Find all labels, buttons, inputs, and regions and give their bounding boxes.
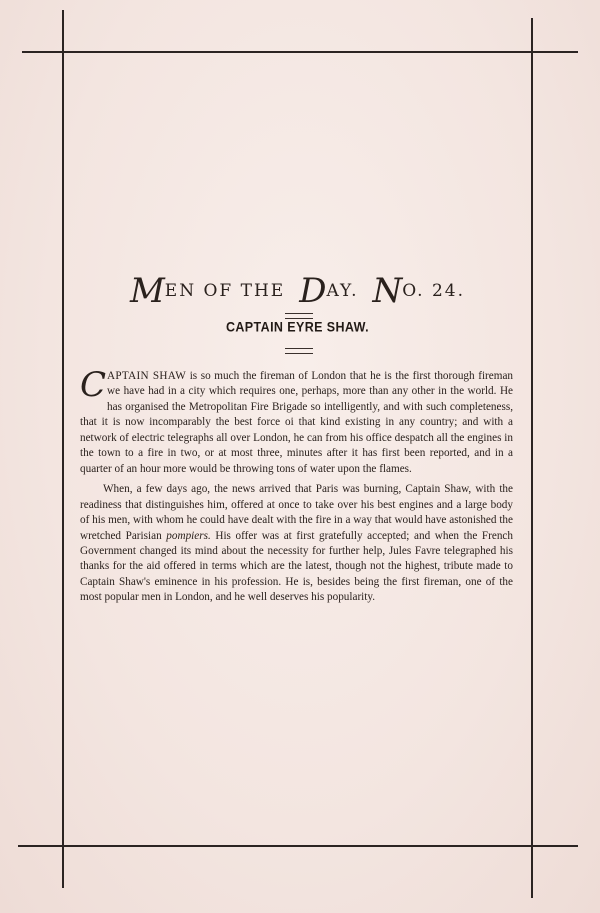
heading-initial-m: M — [129, 271, 165, 311]
article-body — [80, 365, 514, 611]
page-heading — [62, 268, 533, 311]
paragraph-2-text-after: His offer was at first gratefully accepted; and when the French Government changed its mind about the necessity for further help, Jules Favre telegraphed his thanks for the aid offered in terms which are the latest, though not the highest, tribute made to Captain Shaw's eminence in his profession. He is, besides being the first fireman, one of the most popular men in London, and he well deserves his popularity. — [80, 529, 513, 604]
heading-text-no: O. 24. — [402, 281, 466, 301]
article-title: CAPTAIN EYRE SHAW. — [225, 319, 370, 335]
heading-text-men-of-the: EN OF THE — [164, 281, 286, 301]
lead-in-caps: APTAIN SHAW — [107, 370, 187, 382]
paragraph-1-text: is so much the fireman of London that he is the first thorough fireman we have had in a city which requires one, perhaps, more than any other in the world. He has organised the Metropolitan Fire Brigade so intelligently, and with such completeness, that it is now incomparably the best force oi that kind existing in any country; and with a network of electric telegraphs all over London, he can from his office despatch all the engines in the town to a fire in two, or at most three, minutes after it has first been reported, and in a quarter of an hour more would be throwing tons of water upon the flames. — [80, 370, 514, 475]
paragraph-2-italic-word: pompiers. — [166, 529, 211, 542]
frame-rule-right — [531, 18, 533, 898]
frame-rule-top — [22, 51, 578, 53]
paragraph-2-text-before: When, a few days ago, the news arrived that Paris was burning, Captain Shaw, with the readiness that distinguishes him, offered at once to take over his best engines and a large body of his men, with whom he could have dealt with the fire in a way that would have astonished the wretched Parisian — [80, 483, 513, 542]
heading-initial-n: N — [372, 271, 403, 311]
heading-initial-d: D — [299, 271, 327, 311]
drop-cap: C — [80, 365, 107, 405]
frame-rule-bottom — [18, 845, 578, 847]
ornament-rule-upper — [285, 313, 313, 319]
paragraph-1 — [80, 365, 514, 477]
frame-rule-left — [62, 10, 64, 888]
paragraph-2 — [80, 482, 513, 606]
heading-text-day: AY. — [326, 281, 359, 301]
ornament-rule-lower — [285, 348, 313, 354]
